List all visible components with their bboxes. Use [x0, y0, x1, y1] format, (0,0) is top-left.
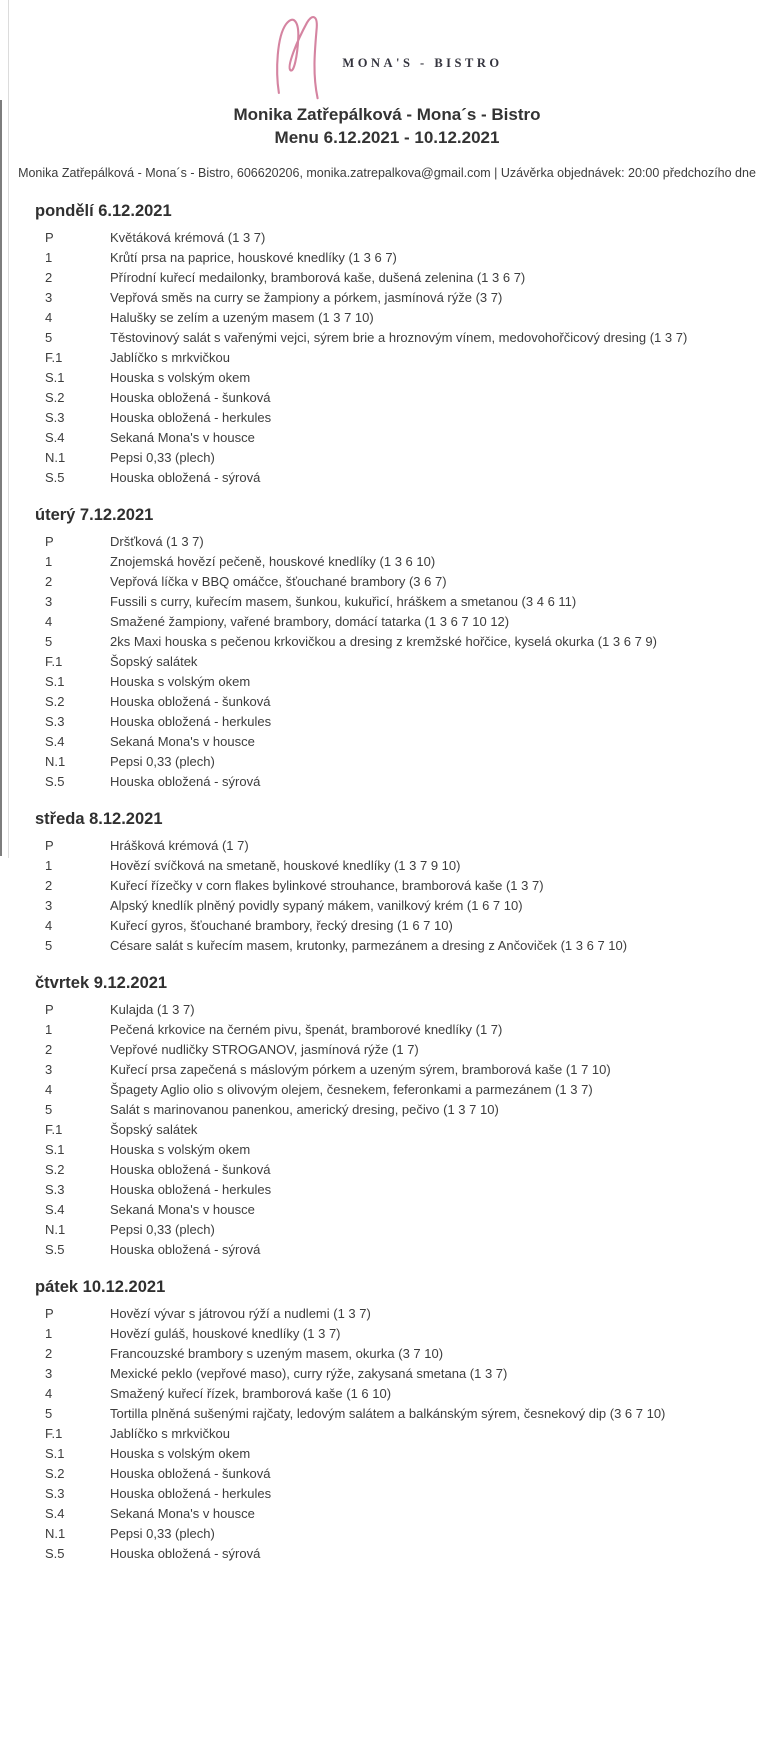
menu-item-text: Pepsi 0,33 (plech) — [110, 754, 215, 769]
menu-item-row — [35, 1200, 774, 1220]
menu-item-text: Houska s volským okem — [110, 674, 251, 689]
menu-item-row — [35, 468, 774, 488]
menu-item-code: F.1 — [45, 1426, 63, 1441]
menu-item-row — [35, 1180, 774, 1200]
menu-item-code: 5 — [45, 634, 53, 649]
menu-item-text: Vepřová směs na curry se žampiony a pórkem, jasmínová rýže (3 7) — [110, 290, 503, 305]
menu-item-row — [35, 936, 774, 956]
day-rows — [35, 1304, 774, 1564]
menu-item-text: Sekaná Mona's v housce — [110, 430, 255, 445]
day-title: pondělí 6.12.2021 — [35, 202, 172, 220]
menu-date-range: Menu 6.12.2021 - 10.12.2021 — [274, 128, 500, 147]
menu-item-code: 4 — [45, 918, 53, 933]
menu-item-code: 5 — [45, 1406, 53, 1421]
menu-item-code: 2 — [45, 1042, 53, 1057]
menu-item-text: Pepsi 0,33 (plech) — [110, 1526, 215, 1541]
menu-item-row — [35, 1464, 774, 1484]
menu-item-code: 1 — [45, 1326, 53, 1341]
menu-item-row — [35, 1424, 774, 1444]
menu-item-row — [35, 1000, 774, 1020]
menu-item-code: 5 — [45, 938, 53, 953]
menu-item-row — [35, 1220, 774, 1240]
menu-item-text: Smažený kuřecí řízek, bramborová kaše (1 6 10) — [110, 1386, 392, 1401]
menu-item-code: S.2 — [45, 1466, 65, 1481]
menu-item-text: Smažené žampiony, vařené brambory, domácí tatarka (1 3 6 7 10 12) — [110, 614, 510, 629]
day-title: čtvrtek 9.12.2021 — [35, 974, 168, 992]
menu-item-code: S.2 — [45, 694, 65, 709]
day-title: pátek 10.12.2021 — [35, 1278, 166, 1296]
day-rows — [35, 228, 774, 488]
menu-item-text: Pečená krkovice na černém pivu, špenát, bramborové knedlíky (1 7) — [110, 1022, 503, 1037]
menu-item-row — [35, 856, 774, 876]
menu-item-row — [35, 1140, 774, 1160]
menu-item-code: S.4 — [45, 430, 65, 445]
menu-item-code: N.1 — [45, 450, 66, 465]
menu-item-text: Hovězí guláš, houskové knedlíky (1 3 7) — [110, 1326, 341, 1341]
day-rows — [35, 532, 774, 792]
document-header — [0, 0, 774, 180]
menu-item-text: Houska obložená - sýrová — [110, 470, 261, 485]
menu-item-code: P — [45, 838, 54, 853]
menu-item-row — [35, 612, 774, 632]
menu-item-code: S.3 — [45, 714, 65, 729]
menu-item-code: S.5 — [45, 1242, 65, 1257]
menu-item-text: Špagety Aglio olio s olivovým olejem, česnekem, feferonkami a parmezánem (1 3 7) — [110, 1082, 593, 1097]
menu-item-row — [35, 572, 774, 592]
menu-item-code: 5 — [45, 1102, 53, 1117]
menu-item-text: Pepsi 0,33 (plech) — [110, 1222, 215, 1237]
logo — [0, 12, 774, 100]
day-section — [35, 201, 774, 488]
menu-item-row — [35, 1080, 774, 1100]
menu-item-code: 4 — [45, 1386, 53, 1401]
menu-item-row — [35, 652, 774, 672]
menu-item-row — [35, 1160, 774, 1180]
menu-item-row — [35, 752, 774, 772]
menu-item-text: Dršťková (1 3 7) — [110, 534, 204, 549]
menu-item-text: Květáková krémová (1 3 7) — [110, 230, 266, 245]
menu-item-row — [35, 408, 774, 428]
day-section — [35, 809, 774, 956]
menu-item-code: 1 — [45, 250, 53, 265]
menu-item-text: Césare salát s kuřecím masem, krutonky, parmezánem a dresing z Ančoviček (1 3 6 7 10) — [110, 938, 628, 953]
menu-item-text: Kuřecí gyros, šťouchané brambory, řecký dresing (1 6 7 10) — [110, 918, 453, 933]
menu-item-code: 1 — [45, 858, 53, 873]
menu-item-text: Sekaná Mona's v housce — [110, 734, 255, 749]
menu-item-text: Mexické peklo (vepřové maso), curry rýže, zakysaná smetana (1 3 7) — [110, 1366, 508, 1381]
menu-item-code: S.3 — [45, 1182, 65, 1197]
menu-item-code: 4 — [45, 310, 53, 325]
menu-item-row — [35, 288, 774, 308]
menu-item-row — [35, 368, 774, 388]
menu-item-row — [35, 1404, 774, 1424]
menu-item-text: Houska obložená - šunková — [110, 1466, 271, 1481]
menu-item-text: Houska obložená - herkules — [110, 1486, 272, 1501]
menu-item-code: 3 — [45, 290, 53, 305]
menu-item-row — [35, 732, 774, 752]
menu-item-code: S.4 — [45, 1202, 65, 1217]
menu-item-code: S.1 — [45, 674, 65, 689]
menu-item-text: Houska obložená - sýrová — [110, 1546, 261, 1561]
left-edge-line — [0, 100, 2, 856]
menu-item-row — [35, 268, 774, 288]
menu-item-text: Fussili s curry, kuřecím masem, šunkou, kukuřicí, hráškem a smetanou (3 4 6 11) — [110, 594, 577, 609]
menu-item-text: Tortilla plněná sušenými rajčaty, ledovým salátem a balkánským sýrem, česnekový dip (3 6 7 10) — [110, 1406, 666, 1421]
menu-item-code: 3 — [45, 594, 53, 609]
menu-item-code: 4 — [45, 1082, 53, 1097]
menu-item-row — [35, 592, 774, 612]
logo-brand-text: MONA'S - BISTRO — [342, 55, 503, 70]
menu-item-row — [35, 532, 774, 552]
left-edge-hairline — [8, 0, 9, 858]
menu-item-code: F.1 — [45, 350, 63, 365]
menu-item-text: Hovězí svíčková na smetaně, houskové knedlíky (1 3 7 9 10) — [110, 858, 461, 873]
menu-item-text: Houska obložená - herkules — [110, 410, 272, 425]
menu-item-text: Houska s volským okem — [110, 370, 251, 385]
menu-item-row — [35, 348, 774, 368]
menu-item-text: Hrášková krémová (1 7) — [110, 838, 249, 853]
menu-item-row — [35, 1444, 774, 1464]
menu-item-row — [35, 1364, 774, 1384]
menu-item-code: S.4 — [45, 734, 65, 749]
menu-item-code: 5 — [45, 330, 53, 345]
menu-item-row — [35, 836, 774, 856]
menu-item-text: Houska obložená - sýrová — [110, 1242, 261, 1257]
menu-item-text: Francouzské brambory s uzeným masem, okurka (3 7 10) — [110, 1346, 444, 1361]
menu-item-row — [35, 1060, 774, 1080]
menu-item-text: Houska s volským okem — [110, 1142, 251, 1157]
menu-item-row — [35, 428, 774, 448]
menu-item-text: 2ks Maxi houska s pečenou krkovičkou a dresing z kremžské hořčice, kyselá okurka (1 3 6 7 9) — [110, 634, 657, 649]
menu-item-text: Kulajda (1 3 7) — [110, 1002, 195, 1017]
menu-item-code: N.1 — [45, 754, 66, 769]
menu-item-code: P — [45, 230, 54, 245]
menu-item-row — [35, 1544, 774, 1564]
menu-item-text: Těstovinový salát s vařenými vejci, sýrem brie a hroznovým vínem, medovohořčicový dresing (1 3 7) — [110, 330, 688, 345]
day-section — [35, 973, 774, 1260]
menu-item-code: 3 — [45, 1062, 53, 1077]
menu-item-text: Hovězí vývar s játrovou rýží a nudlemi (1 3 7) — [110, 1306, 371, 1321]
menu-item-code: 2 — [45, 878, 53, 893]
menu-days — [0, 201, 774, 1564]
menu-item-text: Vepřové nudličky STROGANOV, jasmínová rýže (1 7) — [110, 1042, 419, 1057]
menu-item-row — [35, 672, 774, 692]
day-title: středa 8.12.2021 — [35, 810, 163, 828]
contact-line: Monika Zatřepálková - Mona´s - Bistro, 606620206, monika.zatrepalkova@gmail.com | Uzávěrka objednávek: 20:00 předchozího dne — [18, 166, 756, 180]
menu-item-row — [35, 1384, 774, 1404]
menu-item-code: N.1 — [45, 1222, 66, 1237]
menu-item-code: S.1 — [45, 1142, 65, 1157]
page-title: Monika Zatřepálková - Mona´s - Bistro — [233, 105, 541, 124]
menu-item-code: F.1 — [45, 1122, 63, 1137]
day-rows — [35, 1000, 774, 1260]
menu-item-code: S.5 — [45, 470, 65, 485]
menu-item-code: 4 — [45, 614, 53, 629]
menu-item-text: Přírodní kuřecí medailonky, bramborová kaše, dušená zelenina (1 3 6 7) — [110, 270, 526, 285]
menu-item-row — [35, 388, 774, 408]
menu-item-text: Šopský salátek — [110, 1122, 198, 1137]
menu-item-row — [35, 328, 774, 348]
menu-item-text: Krůtí prsa na paprice, houskové knedlíky (1 3 6 7) — [110, 250, 397, 265]
menu-item-text: Halušky se zelím a uzeným masem (1 3 7 10) — [110, 310, 374, 325]
menu-item-row — [35, 876, 774, 896]
menu-item-row — [35, 1240, 774, 1260]
menu-item-code: S.1 — [45, 1446, 65, 1461]
menu-item-text: Houska obložená - herkules — [110, 1182, 272, 1197]
menu-item-code: S.1 — [45, 370, 65, 385]
menu-item-row — [35, 916, 774, 936]
menu-item-text: Houska obložená - šunková — [110, 390, 271, 405]
menu-item-code: S.4 — [45, 1506, 65, 1521]
day-section — [35, 1277, 774, 1564]
menu-item-text: Houska obložená - sýrová — [110, 774, 261, 789]
menu-item-row — [35, 1304, 774, 1324]
menu-item-code: P — [45, 1306, 54, 1321]
menu-item-code: P — [45, 1002, 54, 1017]
menu-item-text: Jablíčko s mrkvičkou — [110, 1426, 230, 1441]
menu-item-text: Alpský knedlík plněný povidly sypaný mákem, vanilkový krém (1 6 7 10) — [110, 898, 523, 913]
menu-item-code: S.3 — [45, 1486, 65, 1501]
day-section — [35, 505, 774, 792]
menu-item-row — [35, 712, 774, 732]
menu-item-code: 2 — [45, 1346, 53, 1361]
menu-item-row — [35, 1100, 774, 1120]
logo-m-icon — [271, 12, 329, 100]
menu-item-row — [35, 552, 774, 572]
menu-item-code: 3 — [45, 898, 53, 913]
menu-item-text: Pepsi 0,33 (plech) — [110, 450, 215, 465]
menu-item-code: S.2 — [45, 390, 65, 405]
menu-item-row — [35, 308, 774, 328]
menu-item-text: Šopský salátek — [110, 654, 198, 669]
menu-item-row — [35, 1020, 774, 1040]
menu-item-code: S.5 — [45, 1546, 65, 1561]
menu-item-code: S.5 — [45, 774, 65, 789]
menu-item-text: Houska obložená - herkules — [110, 714, 272, 729]
menu-item-code: S.3 — [45, 410, 65, 425]
menu-item-code: 1 — [45, 1022, 53, 1037]
menu-item-text: Houska obložená - šunková — [110, 694, 271, 709]
menu-item-row — [35, 1504, 774, 1524]
menu-item-row — [35, 248, 774, 268]
day-title: úterý 7.12.2021 — [35, 506, 154, 524]
menu-item-text: Houska obložená - šunková — [110, 1162, 271, 1177]
menu-item-row — [35, 1484, 774, 1504]
menu-item-code: 2 — [45, 270, 53, 285]
menu-item-text: Kuřecí prsa zapečená s máslovým pórkem a uzeným sýrem, bramborová kaše (1 7 10) — [110, 1062, 611, 1077]
menu-item-code: P — [45, 534, 54, 549]
menu-item-code: 3 — [45, 1366, 53, 1381]
day-rows — [35, 836, 774, 956]
menu-item-text: Jablíčko s mrkvičkou — [110, 350, 230, 365]
menu-item-code: S.2 — [45, 1162, 65, 1177]
menu-item-row — [35, 1524, 774, 1544]
menu-item-text: Sekaná Mona's v housce — [110, 1506, 255, 1521]
menu-item-text: Vepřová líčka v BBQ omáčce, šťouchané brambory (3 6 7) — [110, 574, 447, 589]
menu-item-code: 1 — [45, 554, 53, 569]
menu-item-row — [35, 228, 774, 248]
menu-item-row — [35, 1120, 774, 1140]
menu-item-text: Salát s marinovanou panenkou, americký dresing, pečivo (1 3 7 10) — [110, 1102, 499, 1117]
menu-item-code: N.1 — [45, 1526, 66, 1541]
menu-item-row — [35, 1324, 774, 1344]
menu-item-row — [35, 692, 774, 712]
menu-item-text: Sekaná Mona's v housce — [110, 1202, 255, 1217]
menu-item-row — [35, 632, 774, 652]
menu-item-text: Znojemská hovězí pečeně, houskové knedlíky (1 3 6 10) — [110, 554, 436, 569]
menu-item-code: F.1 — [45, 654, 63, 669]
menu-item-text: Houska s volským okem — [110, 1446, 251, 1461]
menu-item-row — [35, 448, 774, 468]
menu-item-row — [35, 896, 774, 916]
menu-item-row — [35, 1344, 774, 1364]
menu-item-text: Kuřecí řízečky v corn flakes bylinkové strouhance, bramborová kaše (1 3 7) — [110, 878, 544, 893]
menu-item-code: 2 — [45, 574, 53, 589]
menu-item-row — [35, 772, 774, 792]
menu-item-row — [35, 1040, 774, 1060]
